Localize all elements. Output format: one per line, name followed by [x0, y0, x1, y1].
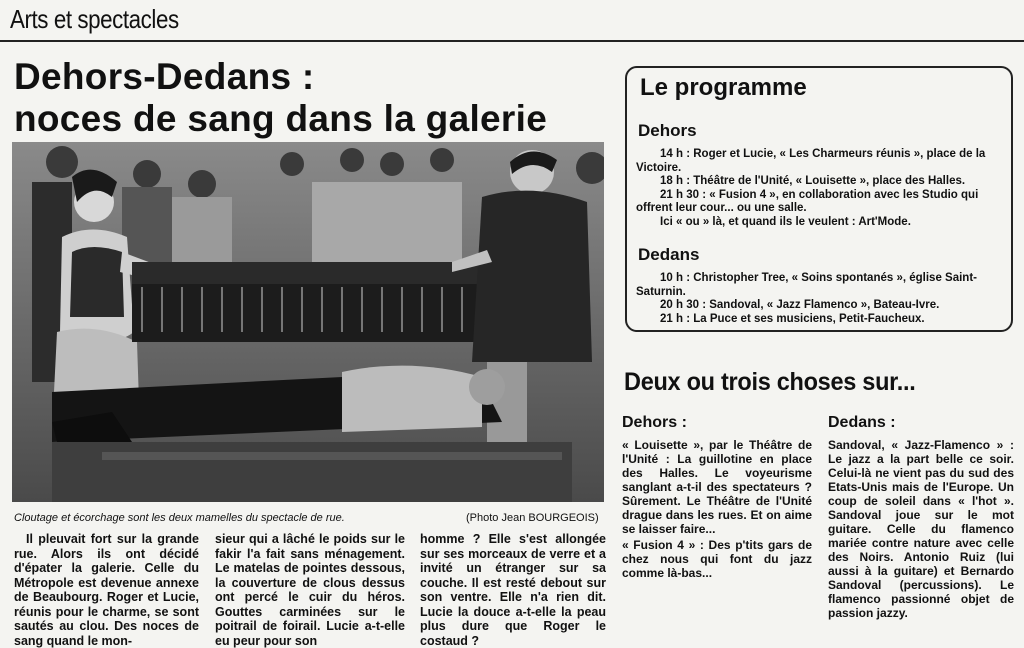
deux-dedans-paragraph: Sandoval, « Jazz-Flamenco » : Le jazz a la part belle ce soir. Celui-là ne vient pas du sud des Etats-Unis mais de l'Europe. Un coup de soleil dans « l'hot ». Sandoval joue sur le mot guitare. Celle du flamenco mariée contre nature avec celle des Noirs. Antonio Ruiz (lui aussi à la guitare) et Bernardo Sandoval (percussions). Le flamenco passionné objet de passion jazzy. [828, 438, 1014, 620]
photo-caption: Cloutage et écorchage sont les deux mamelles du spectacle de rue. [14, 512, 345, 524]
deux-title: Deux ou trois choses sur... [624, 368, 916, 396]
programme-item: Ici « ou » là, et quand ils le veulent : Art'Mode. [660, 215, 911, 228]
programme-item: 14 h : Roger et Lucie, « Les Charmeurs réunis », place de la Victoire. [636, 148, 986, 174]
deux-dehors-paragraph-1: « Louisette », par le Théâtre de l'Unité : La guillotine en place des Halles. Le voyeurisme sanglant a-t-il des spectateurs ? Sûrement. Le Théâtre de l'Unité drague dans les rues. Et on aime se laisser faire... [622, 438, 812, 536]
deux-dehors-title: Dehors : [622, 414, 687, 431]
article-column-1 [14, 532, 199, 648]
article-column-3 [420, 532, 606, 648]
programme-item: 20 h 30 : Sandoval, « Jazz Flamenco », Bateau-Ivre. [660, 299, 940, 311]
article-text-1: Il pleuvait fort sur la grande rue. Alors ils ont décidé d'épater la galerie. Celle du Métropole est devenue annexe de Beaubourg. Roger et Lucie, réunis pour le charme, se sont sautés au clou. Des noces de sang quand le mon- [14, 532, 199, 648]
section-heading: Arts et spectacles [10, 4, 179, 34]
programme-dehors-title: Dehors [638, 121, 697, 140]
headline-line-2: noces de sang dans la galerie [14, 98, 548, 139]
programme-item: 21 h 30 : « Fusion 4 », en collaboration avec les Studio qui offrent leur cour... ou une salle. [636, 188, 979, 214]
programme-item: 21 h : La Puce et ses musiciens, Petit-Faucheux. [660, 312, 925, 325]
photo-illustration [12, 142, 604, 502]
article-headline [14, 56, 547, 140]
programme-dedans-list [636, 272, 1002, 326]
programme-dehors-list [636, 148, 1002, 229]
programme-title: Le programme [640, 74, 807, 101]
article-text-3: homme ? Elle s'est allongée sur ses morceaux de verre et a invité un étranger sur sa couche. Il est resté debout sur son ventre. Elle n'a rien dit. Lucie la douce a-t-elle la peau plus dure que Roger le costaud ? [420, 532, 606, 648]
deux-dedans-text [828, 438, 1014, 620]
programme-item: 10 h : Christopher Tree, « Soins spontanés », église Saint-Saturnin. [636, 272, 977, 298]
headline-line-1: Dehors-Dedans : [14, 56, 315, 97]
deux-dehors-paragraph-2: « Fusion 4 » : Des p'tits gars de chez nous qui font du jazz comme là-bas... [622, 538, 813, 580]
deux-dehors-text [622, 438, 812, 580]
article-text-2: sieur qui a lâché le poids sur le fakir l'a fait sans ménagement. Le matelas de pointes dessous, la couverture de clous dessus ont percé le cuir du héros. Gouttes carminées sur le poitrail de foirail. Lucie a-t-elle eu peur pour son [215, 532, 405, 648]
programme-item: 18 h : Théâtre de l'Unité, « Louisette », place des Halles. [660, 175, 966, 187]
photo-credit: (Photo Jean BOURGEOIS) [466, 512, 599, 524]
deux-dedans-title: Dedans : [828, 414, 896, 431]
article-photo [12, 142, 604, 502]
header-rule [0, 40, 1024, 42]
programme-dedans-title: Dedans [638, 245, 700, 264]
article-column-2 [215, 532, 405, 648]
